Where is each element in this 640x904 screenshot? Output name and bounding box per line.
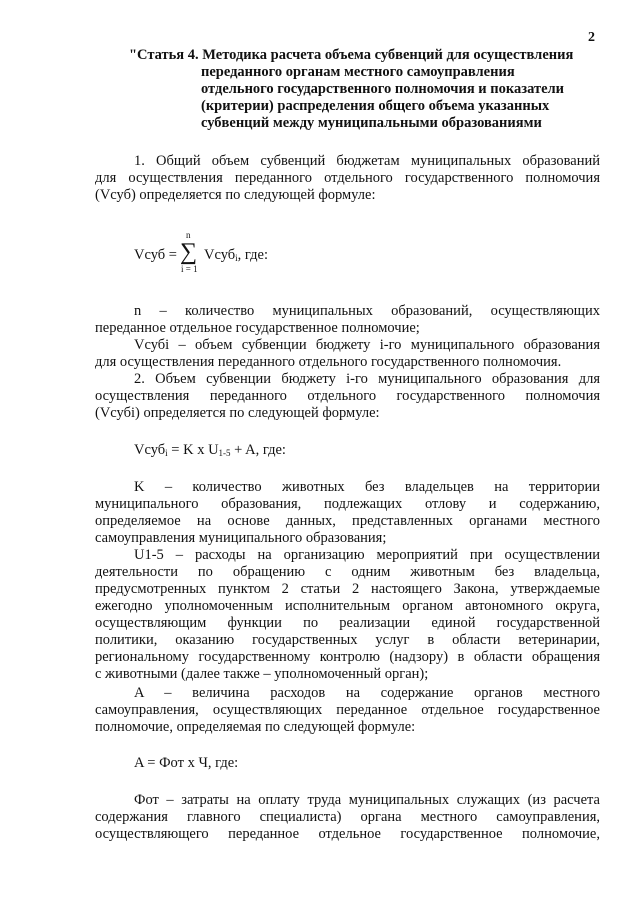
article-heading-line: субвенций между муниципальными образованиями [201, 115, 542, 131]
definition-k-line: K – количество животных без владельцев на территории [134, 479, 600, 495]
formula-1-rhs: Vсуб$_i$, где: [204, 247, 268, 263]
formula-2: Vсуб$_i$ = K x $U_{1-5} + A$, где: [134, 442, 286, 458]
article-heading-line: переданного органам местного самоуправления [201, 64, 515, 80]
definition-n-line: n – количество муниципальных образований, осуществляющих [134, 303, 600, 319]
paragraph-1-line: (Vсуб) определяется по следующей формуле: [95, 187, 376, 203]
paragraph-2-line: 2. Объем субвенции бюджету i-го муниципального образования для [134, 371, 600, 387]
article-heading-line: отдельного государственного полномочия и показатели [201, 81, 565, 97]
definition-u-line: U1-5 – расходы на организацию мероприятий при осуществлении [134, 547, 600, 563]
sum-sign: ∑ [180, 239, 198, 265]
paragraph-1-line: для осуществления переданного отдельного государственного полномочия [95, 170, 600, 186]
definition-k-line: муниципального образования, подлежащих отлову и содержанию, [95, 496, 600, 512]
page-number: 2 [588, 30, 595, 45]
paragraph-2-line: осуществления переданного отдельного государственного полномочия [95, 388, 600, 404]
definition-u-line: ежегодно уполномоченным исполнительным органом автономного округа, [95, 598, 600, 614]
definition-u-line: с животными (далее также – уполномоченный орган); [95, 666, 429, 682]
definition-n-line: переданное отдельное государственное полномочие; [95, 320, 420, 336]
formula-1-lhs: Vсуб = [134, 247, 177, 263]
definition-vsub-line: для осуществления переданного отдельного государственного полномочия. [95, 354, 562, 370]
definition-fot-line: осуществляющего переданное отдельное государственное полномочие, [95, 826, 600, 842]
definition-a-line: A – величина расходов на содержание органов местного [134, 685, 600, 701]
paragraph-1-line: 1. Общий объем субвенций бюджетам муниципальных образований [134, 153, 600, 169]
definition-u-line: деятельности по обращению с одним животным без владельца, [95, 564, 600, 580]
definition-a-line: полномочие, определяемая по следующей формуле: [95, 719, 416, 735]
definition-fot-line: Фот – затраты на оплату труда муниципальных служащих (из расчета [134, 792, 600, 808]
formula-1-upper-limit: n [186, 230, 191, 240]
definition-k-line: самоуправления муниципального образования; [95, 530, 387, 546]
article-heading-line: (критерии) распределения общего объема указанных [201, 98, 550, 114]
definition-u-line: предусмотренных пунктом 2 статьи 2 настоящего Закона, утверждаемые [95, 581, 600, 597]
article-heading-lead: "Статья 4. Методика расчета объема субвенций для осуществления [129, 47, 574, 63]
definition-vsub-line: Vсубi – объем субвенции бюджету i-го муниципального образования [134, 337, 600, 353]
definition-k-line: определяемое на основе данных, представленных органами местного [95, 513, 600, 529]
formula-3: A = Фот x Ч, где: [134, 755, 239, 771]
definition-u-line: региональному государственному контролю (надзору) в области обращения [95, 649, 600, 665]
definition-a-line: самоуправления, осуществляющих переданное отдельное государственное [95, 702, 600, 718]
definition-fot-line: содержания главного специалиста) органа местного самоуправления, [95, 809, 600, 825]
definition-u-line: осуществляющим функции по реализации единой государственной [95, 615, 600, 631]
paragraph-2-line: (Vсубi) определяется по следующей формуле: [95, 405, 380, 421]
definition-u-line: политики, оказанию государственных услуг в области ветеринарии, [95, 632, 600, 648]
formula-1-lower-limit: i = 1 [181, 264, 198, 274]
